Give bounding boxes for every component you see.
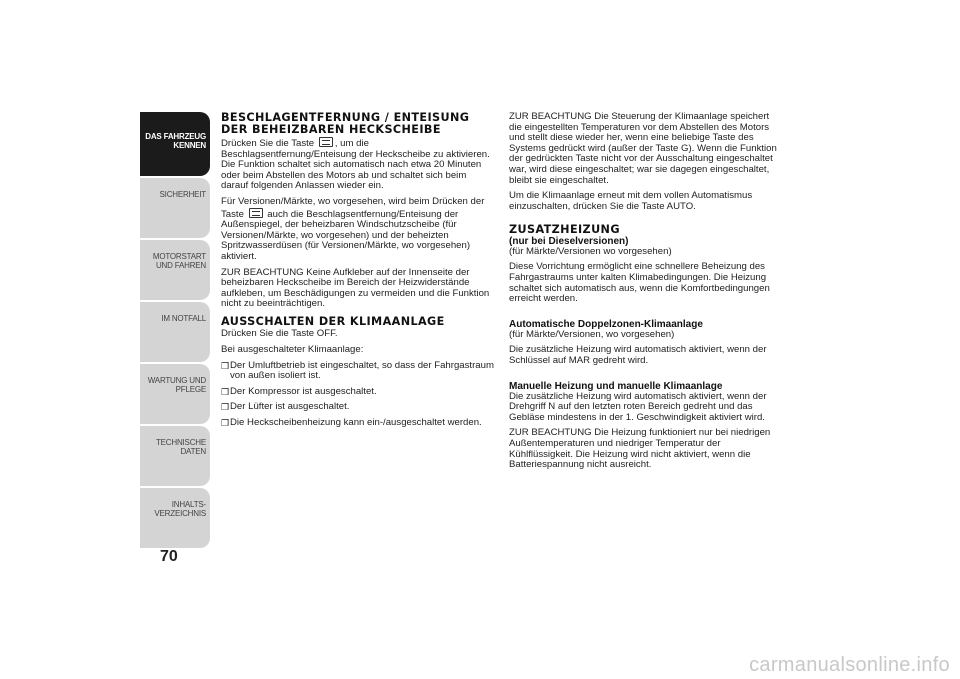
- paragraph: Die zusätzliche Heizung wird automatisch aktiviert, wenn der Schlüssel auf MAR gedreht wird.: [509, 344, 767, 366]
- note-paragraph: ZUR BEACHTUNG Keine Aufkleber auf der Innenseite der beheizbaren Heckscheibe im Bereich der Heizwiderstände aufkleben, um Beschädigungen zu vermeiden und die Funktion nicht zu beeinträchtigen.: [221, 266, 490, 310]
- list-item-text: Der Umluftbetrieb ist eingeschaltet, so dass der Fahrgastraum von außen isoliert ist.: [230, 359, 494, 382]
- section-heading: AUSSCHALTEN DER KLIMAANLAGE: [221, 314, 445, 328]
- checkbox-bullet-icon: ❒: [221, 386, 230, 397]
- note-paragraph: ZUR BEACHTUNG Die Steuerung der Klimaanlage speichert die eingestellten Temperaturen vor dem Abstellen des Motors und stellt diese wieder her, wenn eine beliebige Taste des Systems gedrückt wird (außer der Taste G). Wenn die Funktion der gedrückten Taste nicht vor der Ausschaltung eingeschaltet war, wird diese eingeschaltet; war sie dagegen eingeschaltet, bleibt sie eingeschaltet.: [509, 111, 777, 186]
- list-item-text: Die Heckscheibenheizung kann ein-/ausgeschaltet werden.: [230, 416, 482, 428]
- checkbox-bullet-icon: ❒: [221, 360, 230, 371]
- paragraph-text: Drücken Sie die Taste: [221, 138, 315, 149]
- watermark: carmanualsonline.info: [749, 654, 950, 676]
- tab-wartung-und-pflege[interactable]: [140, 364, 210, 424]
- list-item-text: Der Kompressor ist ausgeschaltet.: [230, 385, 377, 397]
- paragraph: Bei ausgeschalteter Klimaanlage:: [221, 344, 364, 355]
- subheading: Automatische Doppelzonen-Klimaanlage: [509, 318, 703, 330]
- paragraph: [221, 137, 496, 192]
- right-column: [509, 112, 784, 476]
- rear-defrost-icon: [319, 137, 333, 147]
- paragraph-text: Für Versionen/Märkte, wo vorgesehen, wird beim Drücken der Taste: [221, 195, 485, 220]
- list-item: [221, 418, 496, 429]
- tab-sicherheit[interactable]: [140, 178, 210, 238]
- paragraph: (für Märkte/Versionen, wo vorgesehen): [509, 328, 675, 340]
- paragraph: [221, 197, 496, 263]
- tab-label: TECHNISCHE DATEN: [155, 438, 206, 456]
- tab-label: DAS FAHRZEUG KENNEN: [145, 132, 206, 150]
- chapter-sidebar: [140, 112, 210, 550]
- list-item: [221, 387, 496, 398]
- paragraph-text: auch die Beschlagsentfernung/Enteisung der Außenspiegel, der beheizbaren Windschutzscheibe (für Versionen/Märkte, wo vorgesehen) und der beheizten Spritzwasserdüsen (für Versionen/Märkte, wo vorgesehen) aktiviert.: [221, 208, 471, 262]
- checkbox-bullet-icon: ❒: [221, 402, 230, 413]
- tab-label: SICHERHEIT: [159, 190, 206, 199]
- paragraph: Drücken Sie die Taste OFF.: [221, 328, 338, 340]
- tab-im-notfall[interactable]: [140, 302, 210, 362]
- list-item: [221, 402, 496, 413]
- paragraph: Diese Vorrichtung ermöglicht eine schnellere Beheizung des Fahrgastraums unter kalten Klimabedingungen. Die Heizung schaltet sich automatisch aus, wenn die Komfortbedingungen erreicht werden.: [509, 261, 770, 305]
- page-number: 70: [160, 548, 178, 565]
- tab-label: MOTORSTART UND FAHREN: [152, 252, 206, 270]
- paragraph: Die zusätzliche Heizung wird automatisch aktiviert, wenn der Drehgriff N auf den letzten roten Bereich gedreht und das Gebläse mindestens in der 1. Geschwindigkeit aktiviert wird.: [509, 390, 767, 423]
- tab-label: INHALTS-VERZEICHNIS: [154, 500, 206, 518]
- subheading: (nur bei Dieselversionen): [509, 235, 629, 247]
- section-heading: BESCHLAGENTFERNUNG / ENTEISUNG DER BEHEIZBAREN HECKSCHEIBE: [221, 111, 470, 136]
- paragraph: (für Märkte/Versionen wo vorgesehen): [509, 245, 672, 257]
- checkbox-bullet-icon: ❒: [221, 417, 230, 428]
- tab-technische-daten[interactable]: [140, 426, 210, 486]
- note-paragraph: ZUR BEACHTUNG Die Heizung funktioniert nur bei niedrigen Außentemperaturen und niedriger Temperatur der Kühlflüssigkeit. Die Heizung wird nicht aktiviert, wenn die Batteriespannung nicht ausreicht.: [509, 427, 771, 471]
- subheading: Manuelle Heizung und manuelle Klimaanlage: [509, 380, 723, 392]
- tab-das-fahrzeug-kennen[interactable]: [140, 112, 210, 176]
- rear-defrost-icon: [249, 208, 263, 218]
- tab-label: IM NOTFALL: [161, 314, 206, 323]
- section-heading: ZUSATZHEIZUNG: [509, 223, 620, 237]
- list-item-text: Der Lüfter ist ausgeschaltet.: [230, 401, 350, 413]
- left-column: [221, 112, 496, 434]
- tab-inhaltsverzeichnis[interactable]: [140, 488, 210, 548]
- list-item: [221, 361, 496, 382]
- tab-label: WARTUNG UND PFLEGE: [147, 376, 206, 394]
- paragraph: Um die Klimaanlage erneut mit dem vollen Automatismus einzuschalten, drücken Sie die Taste AUTO.: [509, 190, 753, 212]
- paragraph-text: , um die Beschlagsentfernung/Enteisung der Heckscheibe zu aktivieren. Die Funktion schaltet sich automatisch nach etwa 20 Minuten oder beim Abstellen des Motors ab und schaltet sich beim darauf folgenden Anlassen wieder ein.: [221, 138, 490, 192]
- tab-motorstart-und-fahren[interactable]: [140, 240, 210, 300]
